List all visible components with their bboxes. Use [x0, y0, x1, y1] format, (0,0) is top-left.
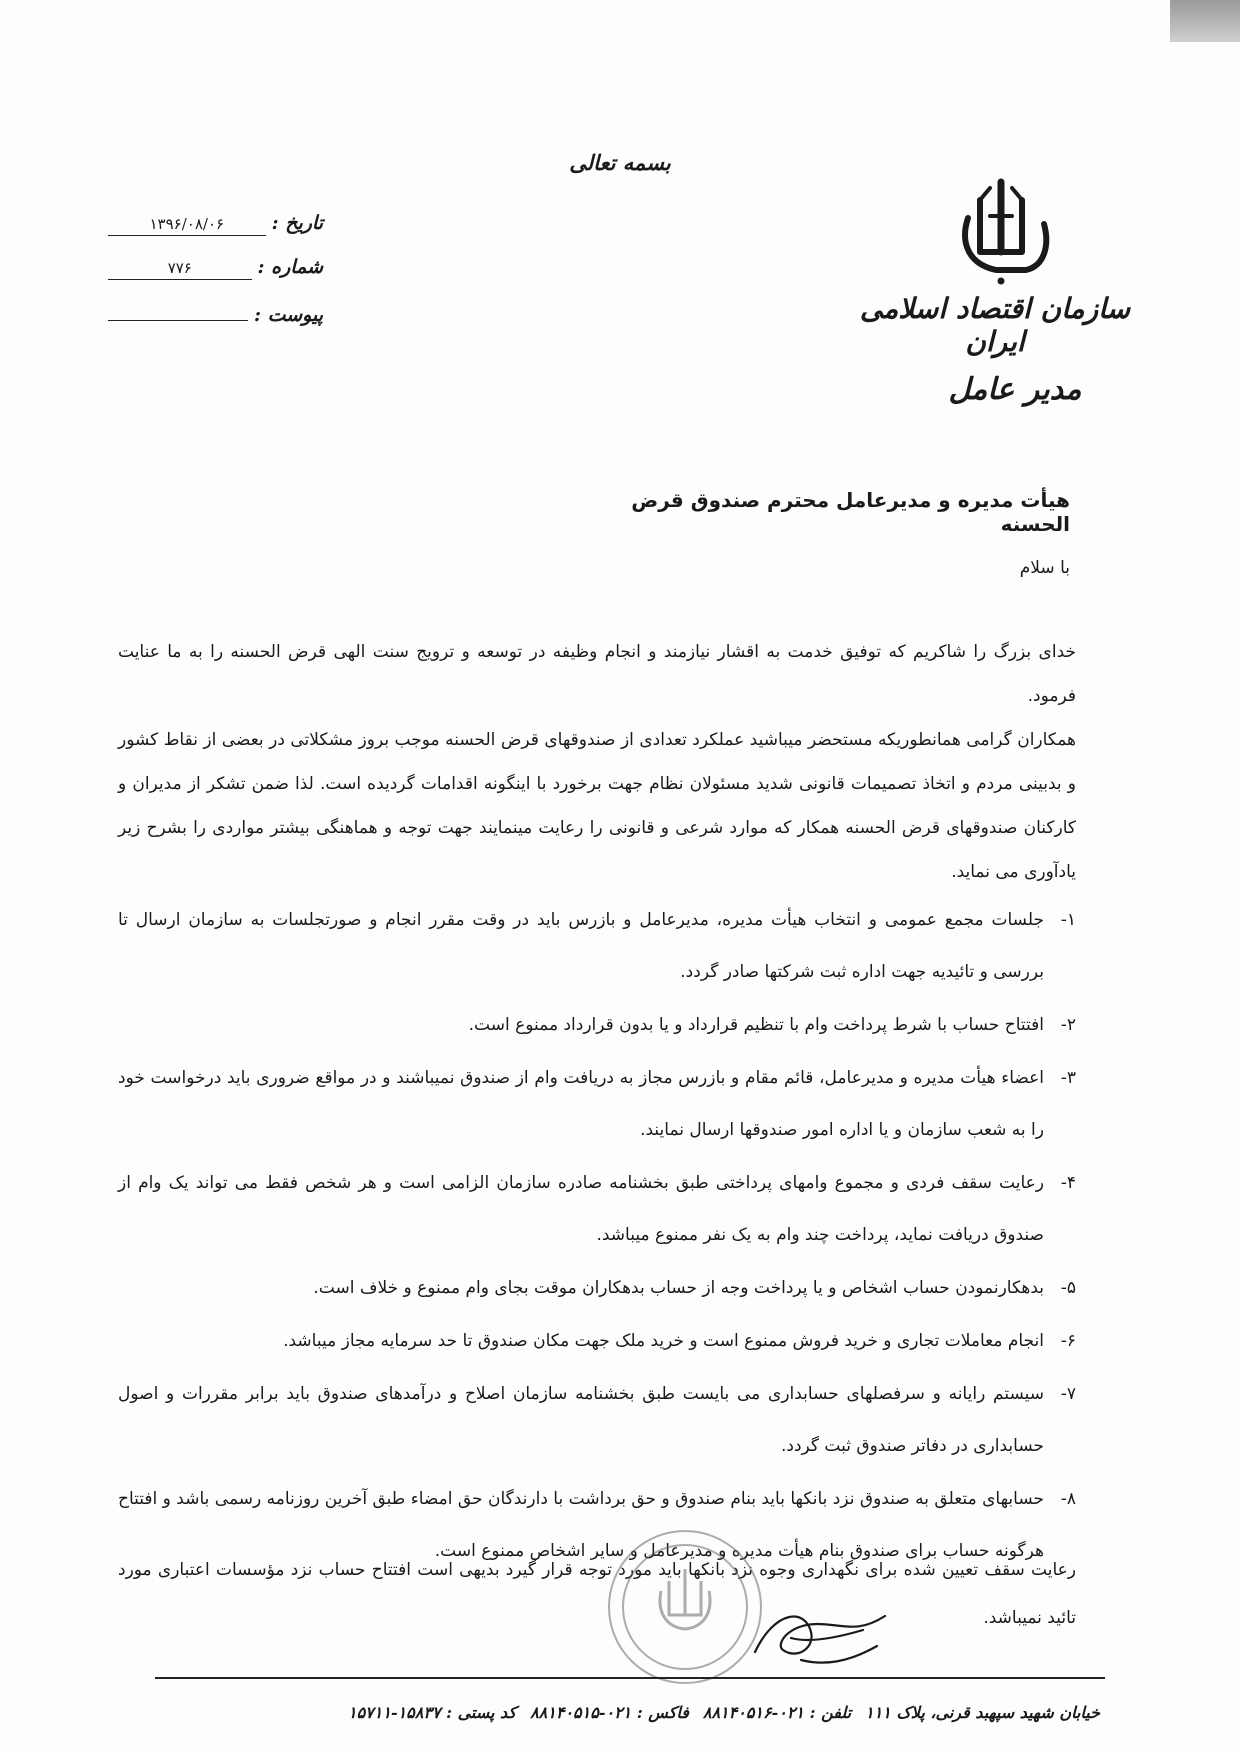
scan-edge-mark	[1170, 0, 1240, 42]
list-item	[118, 1368, 1076, 1472]
item-number: ۳-	[1060, 1068, 1076, 1088]
letter-intro	[118, 630, 1076, 894]
list-item	[118, 1262, 1076, 1314]
item-text: بدهکارنمودن حساب اشخاص و یا پرداخت وجه از حساب بدهکاران موقت بجای وام ممنوع و خلاف است.	[313, 1278, 1044, 1298]
number-value: ۷۷۶	[108, 259, 252, 280]
footer-rule	[155, 1677, 1105, 1679]
list-item	[118, 1157, 1076, 1261]
signature	[745, 1590, 895, 1675]
footer-phone: تلفن : ۰۲۱-۸۸۱۴۰۵۱۶	[702, 1702, 852, 1722]
greeting: با سلام	[1019, 558, 1070, 578]
letter-items	[118, 894, 1076, 1578]
attachment-row	[108, 300, 323, 344]
attachment-value	[108, 300, 248, 321]
number-label: شماره :	[257, 256, 323, 278]
list-item	[118, 1052, 1076, 1156]
closing-text: رعایت سقف تعیین شده برای نگهداری وجوه نزد بانکها باید مورد توجه قرار گیرد بدیهی است افتتاح حساب نزد مؤسسات اعتباری مورد تائید نمیباشد.	[118, 1560, 1076, 1628]
number-row	[108, 256, 323, 300]
footer-fax: فاکس : ۰۲۱-۸۸۱۴۰۵۱۵	[530, 1702, 689, 1722]
intro-paragraph: همکاران گرامی همانطوریکه مستحضر میباشید عملکرد تعدادی از صندوقهای قرض الحسنه موجب بروز مشکلاتی در بعضی از نقاط کشور و بدبینی مردم و اتخاذ تصمیمات قانونی شدید مسئولان نظام جهت برخورد با اینگونه اقدامات گردیده است. لذا ضمن تشکر از مدیران و کارکنان صندوقهای قرض الحسنه همکار که موارد شرعی و قانونی را رعایت مینمایند جهت توجه و هماهنگی بیشتر مواردی را بشرح زیر یادآوری می نماید.	[118, 730, 1076, 882]
item-text: افتتاح حساب با شرط پرداخت وام با تنظیم قرارداد و یا بدون قرارداد ممنوع است.	[468, 1015, 1044, 1035]
organization-logo-icon	[938, 160, 1068, 290]
item-number: ۱-	[1060, 910, 1076, 930]
recipient: هیأت مدیره و مدیرعامل محترم صندوق قرض الحسنه	[631, 488, 1070, 536]
date-label: تاریخ :	[271, 212, 323, 234]
sender-position: مدیر عامل	[948, 372, 1082, 407]
item-number: ۴-	[1060, 1173, 1076, 1193]
item-number: ۷-	[1060, 1384, 1076, 1404]
item-text: سیستم رایانه و سرفصلهای حسابداری می بایست طبق بخشنامه سازمان اصلاح و درآمدهای صندوق باید برابر مقررات و اصول حسابداری در دفاتر صندوق ثبت گردد.	[118, 1384, 1044, 1456]
footer	[150, 1690, 1100, 1734]
footer-address: خیابان شهید سپهبد قرنی، پلاک ۱۱۱	[865, 1702, 1100, 1722]
item-text: اعضاء هیأت مدیره و مدیرعامل، قائم مقام و بازرس مجاز به دریافت وام از صندوق نمیباشند و در مواقع ضروری باید درخواست خود را به شعب سازمان و یا اداره امور صندوقها ارسال نمایند.	[118, 1068, 1044, 1140]
organization-name: سازمان اقتصاد اسلامی ایران	[859, 292, 1131, 358]
date-row	[108, 212, 323, 256]
item-text: رعایت سقف فردی و مجموع وامهای پرداختی طبق بخشنامه صادره سازمان الزامی است و هر شخص فقط می تواند یک وام از صندوق دریافت نماید، پرداخت چند وام به یک نفر ممنوع میباشد.	[118, 1173, 1044, 1245]
reference-block	[108, 212, 323, 344]
attachment-label: پیوست :	[253, 304, 323, 326]
item-text: انجام معاملات تجاری و خرید فروش ممنوع است و خرید ملک جهت مکان صندوق تا حد سرمایه مجاز میباشد.	[283, 1331, 1044, 1351]
item-text: جلسات مجمع عمومی و انتخاب هیأت مدیره، مدیرعامل و بازرس باید در وقت مقرر انجام و صورتجلسات به سازمان ارسال تا بررسی و تائیدیه جهت اداره ثبت شرکتها صادر گردد.	[118, 910, 1044, 982]
intro-paragraph: خدای بزرگ را شاکریم که توفیق خدمت به اقشار نیازمند و انجام وظیفه در توسعه و ترویج سنت الهی قرض الحسنه را به ما عنایت فرمود.	[118, 642, 1076, 706]
item-number: ۲-	[1060, 1015, 1076, 1035]
list-item	[118, 1315, 1076, 1367]
list-item	[118, 894, 1076, 998]
item-number: ۸-	[1060, 1489, 1076, 1509]
basmala: بسمه تعالی	[569, 150, 671, 175]
footer-postal-code: کد پستی : ۱۵۸۳۷-۱۵۷۱۱	[347, 1702, 517, 1722]
date-value: ۱۳۹۶/۰۸/۰۶	[108, 215, 266, 236]
list-item	[118, 999, 1076, 1051]
item-number: ۵-	[1060, 1278, 1076, 1298]
item-text: حسابهای متعلق به صندوق نزد بانکها باید بنام صندوق و حق برداشت با دارندگان حق امضاء طبق آخرین روزنامه رسمی باشد و افتتاح هرگونه حساب برای صندوق بنام هیأت مدیره و مدیرعامل و سایر اشخاص ممنوع است.	[118, 1489, 1044, 1561]
item-number: ۶-	[1060, 1331, 1076, 1351]
